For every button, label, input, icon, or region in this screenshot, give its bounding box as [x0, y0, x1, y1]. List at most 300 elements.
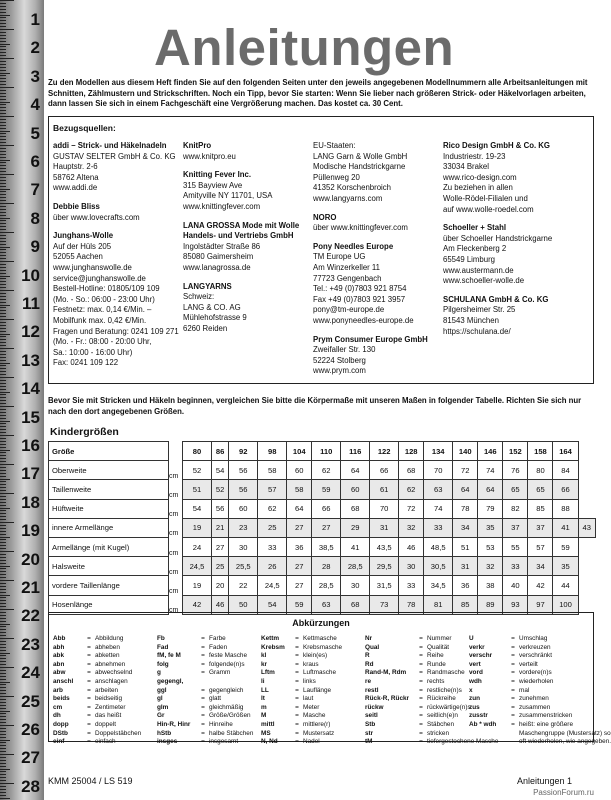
- ruler-tick: [0, 751, 6, 752]
- ruler-tick: [0, 38, 6, 39]
- abbreviation-key: Qual: [365, 643, 380, 651]
- abbreviation-meaning: das heißt: [95, 712, 122, 720]
- ruler-tick: [0, 287, 6, 288]
- ruler-tick: [0, 394, 6, 395]
- equals-sign: =: [295, 695, 299, 703]
- ruler-tick: [0, 154, 6, 155]
- table-cell: 32: [478, 557, 503, 576]
- abbreviation-key: Ab * wdh: [469, 720, 497, 728]
- ruler-tick: [0, 705, 6, 706]
- ruler-tick: [0, 177, 6, 178]
- ruler-tick: [0, 215, 6, 216]
- table-cell: 52: [183, 461, 212, 480]
- table-cell: 59: [287, 595, 312, 614]
- abbreviation-meaning: seitlich(e)n: [427, 712, 458, 720]
- source-line: Mühlehofstrasse 9: [183, 313, 247, 323]
- ruler-tick: [0, 592, 6, 593]
- ruler-number: 16: [21, 436, 40, 455]
- ruler-tick: [0, 139, 6, 140]
- ruler-tick: [0, 737, 6, 738]
- abbreviation-row: [157, 738, 253, 747]
- ruler-tick: [0, 461, 6, 462]
- abbreviation-row: [261, 652, 342, 661]
- abbreviation-meaning: Lauflänge: [303, 686, 332, 694]
- ruler-tick: [0, 392, 10, 393]
- row-label: Taillenweite: [49, 480, 169, 499]
- ruler-number: 20: [21, 549, 40, 569]
- source-line: www.junghanswolle.de: [53, 262, 132, 272]
- ruler-number: 15: [21, 407, 40, 427]
- ruler-tick: [0, 374, 6, 375]
- ruler-tick: [0, 386, 6, 387]
- ruler-tick: [0, 473, 6, 474]
- abbreviation-key: beids: [53, 695, 70, 703]
- ruler-number: 6: [30, 152, 40, 171]
- source-line: 65549 Limburg: [443, 254, 496, 264]
- ruler-tick: [0, 354, 6, 355]
- size-header: 104: [287, 442, 312, 461]
- table-cell: 31: [370, 518, 399, 537]
- equals-sign: =: [419, 712, 423, 720]
- ruler-tick: [0, 673, 6, 674]
- size-header: 110: [312, 442, 341, 461]
- source-entry: [183, 170, 311, 212]
- ruler-tick: [0, 534, 6, 535]
- ruler-tick: [0, 490, 6, 491]
- abbreviation-key: hStb: [157, 729, 172, 737]
- source-line: 6260 Reiden: [183, 323, 228, 333]
- ruler-tick: [0, 537, 10, 538]
- abbreviation-row: [261, 704, 342, 713]
- equals-sign: =: [295, 686, 299, 694]
- ruler-tick: [0, 574, 6, 575]
- source-line: Pilgersheimer Str. 25: [443, 305, 516, 315]
- source-line: GUSTAV SELTER GmbH & Co. KG: [53, 151, 176, 161]
- table-cell: 30,5: [424, 557, 453, 576]
- abbreviation-meaning: abketten: [95, 652, 120, 660]
- ruler-tick: [0, 61, 6, 62]
- abbreviation-key: MS: [261, 729, 271, 737]
- ruler-tick: [0, 319, 14, 320]
- ruler-tick: [0, 377, 14, 378]
- ruler-tick: [0, 432, 6, 433]
- table-cell: 43,5: [370, 537, 399, 556]
- ruler-tick: [0, 792, 6, 793]
- abbreviation-key: R: [365, 652, 370, 660]
- source-line: Hauptstr. 2-6: [53, 162, 98, 172]
- ruler-tick: [0, 342, 6, 343]
- ruler-tick: [0, 583, 6, 584]
- table-cell: 74: [478, 461, 503, 480]
- ruler-tick: [0, 223, 6, 224]
- abbreviation-meaning: glatt: [209, 695, 222, 703]
- ruler-tick: [0, 328, 6, 329]
- ruler-number: 25: [21, 691, 40, 711]
- ruler-tick: [0, 458, 6, 459]
- ruler-tick: [0, 519, 6, 520]
- table-cell: 42: [528, 576, 553, 595]
- ruler-tick: [0, 487, 6, 488]
- ruler-tick: [0, 325, 6, 326]
- abbreviation-key: abn: [53, 660, 65, 668]
- equals-sign: =: [295, 703, 299, 711]
- ruler-number: 5: [30, 123, 40, 143]
- table-cell: 40: [503, 576, 528, 595]
- ruler-tick: [0, 450, 10, 451]
- ruler-tick: [0, 241, 6, 242]
- table-cell: 25: [258, 518, 287, 537]
- source-line: Tel.: +49 (0)7803 921 8754: [313, 284, 407, 294]
- abbreviation-row: [53, 687, 141, 696]
- abbreviation-column: [157, 635, 253, 747]
- abbreviation-key: M: [261, 712, 267, 720]
- ruler-tick: [0, 273, 6, 274]
- ruler-tick: [0, 545, 6, 546]
- ruler-tick: [0, 754, 14, 755]
- ruler-tick: [0, 229, 6, 230]
- equals-sign: =: [87, 703, 91, 711]
- ruler-tick: [0, 708, 6, 709]
- table-cell: 28,5: [341, 557, 370, 576]
- equals-sign: =: [201, 738, 205, 746]
- size-header: 122: [370, 442, 399, 461]
- abbreviation-row: [157, 712, 253, 721]
- table-row: [49, 537, 596, 556]
- ruler-tick: [0, 212, 6, 213]
- abbreviation-row: [469, 695, 611, 704]
- table-cell: 60: [229, 499, 258, 518]
- ruler-tick: [0, 429, 6, 430]
- abbreviation-key: kr: [261, 660, 268, 668]
- source-line: über Schoeller Handstrickgarne: [443, 233, 553, 243]
- table-cell: 34: [453, 518, 478, 537]
- ruler-tick: [0, 296, 6, 297]
- ruler-tick: [0, 499, 6, 500]
- ruler-tick: [0, 745, 6, 746]
- ruler-tick: [0, 336, 6, 337]
- ruler-tick: [0, 789, 6, 790]
- row-label: Hüftweite: [49, 499, 169, 518]
- equals-sign: =: [295, 738, 299, 746]
- table-cell: 57: [258, 480, 287, 499]
- ruler-tick: [0, 316, 6, 317]
- ruler-tick: [0, 522, 14, 523]
- ruler-tick: [0, 203, 14, 204]
- abbreviation-meaning: Maschengruppe (Mustersatz) so: [519, 729, 611, 737]
- ruler-tick: [0, 412, 6, 413]
- ruler-tick: [0, 690, 6, 691]
- table-cell: 54: [258, 595, 287, 614]
- abbreviation-meaning: kraus: [303, 660, 319, 668]
- source-name: NORO: [313, 212, 337, 222]
- ruler-tick: [0, 200, 6, 201]
- abbreviation-key: kl: [261, 652, 267, 660]
- row-label: vordere Taillenlänge: [49, 576, 169, 595]
- table-cell: 38: [478, 576, 503, 595]
- table-cell: 31: [453, 557, 478, 576]
- ruler-tick: [0, 348, 14, 349]
- source-line: Mobilfunk max. 0,42 €/Min.: [53, 315, 147, 325]
- abbreviation-row: [469, 661, 611, 670]
- ruler-tick: [0, 267, 6, 268]
- abbreviation-key: Krebsm: [261, 643, 285, 651]
- table-cell: 23: [229, 518, 258, 537]
- ruler-tick: [0, 360, 6, 361]
- ruler-tick: [0, 52, 6, 53]
- abbreviation-key: Hin-R, Hinr: [157, 720, 191, 728]
- abbreviation-row: [469, 738, 611, 747]
- ruler-tick: [0, 6, 6, 7]
- ruler-tick: [0, 447, 6, 448]
- abbreviation-meaning: verschränkt: [519, 652, 553, 660]
- ruler-tick: [0, 96, 6, 97]
- row-label: Halsweite: [49, 557, 169, 576]
- table-cell: 50: [229, 595, 258, 614]
- table-cell: 27: [287, 576, 312, 595]
- table-cell: 54: [211, 461, 228, 480]
- ruler-tick: [0, 180, 6, 181]
- abbreviation-row: [261, 635, 342, 644]
- ruler-tick: [0, 626, 6, 627]
- abbreviation-row: [157, 652, 253, 661]
- ruler-tick: [0, 302, 6, 303]
- source-line: Modische Handstrickgarne: [313, 162, 406, 172]
- ruler-tick: [0, 128, 6, 129]
- ruler-tick: [0, 284, 6, 285]
- table-cell: 24,5: [183, 557, 212, 576]
- table-cell: 26: [258, 557, 287, 576]
- source-line: Zu beziehen in allen: [443, 183, 513, 193]
- source-line: Wolle-Rödel-Filialen und: [443, 193, 528, 203]
- abbreviation-meaning: rückwärtige(n)s: [427, 703, 471, 711]
- equals-sign: =: [87, 738, 91, 746]
- table-cell: 27: [287, 518, 312, 537]
- abbreviation-row: [261, 661, 342, 670]
- table-cell: 27: [211, 537, 228, 556]
- source-name: Schoeller + Stahl: [443, 223, 507, 233]
- ruler-tick: [0, 209, 6, 210]
- row-label: Hosenlänge: [49, 595, 169, 614]
- source-line: www.austermann.de: [443, 265, 514, 275]
- ruler-tick: [0, 206, 6, 207]
- ruler-tick: [0, 249, 6, 250]
- table-cell: 66: [370, 461, 399, 480]
- abbreviation-row: [157, 661, 253, 670]
- ruler-tick: [0, 641, 6, 642]
- abbreviation-key: x: [469, 686, 473, 694]
- ruler-tick: [0, 516, 6, 517]
- abbreviation-key: Nr: [365, 635, 373, 642]
- ruler-tick: [0, 276, 10, 277]
- ruler-tick: [0, 586, 6, 587]
- source-line: Am Winzerkeller 11: [313, 262, 381, 272]
- abbreviation-meaning: beidseitig: [95, 695, 123, 703]
- ruler-tick: [0, 702, 6, 703]
- abbreviation-meaning: Doppelstäbchen: [95, 729, 142, 737]
- ruler-tick: [0, 693, 6, 694]
- abbreviation-key: abw: [53, 669, 66, 677]
- source-column: [313, 141, 441, 385]
- table-cell: 58: [287, 480, 312, 499]
- row-unit: cm: [169, 518, 183, 537]
- ruler-tick: [0, 107, 6, 108]
- source-entry: [313, 141, 441, 205]
- source-line: Fragen und Beratung: 0241 109 271: [53, 326, 179, 336]
- ruler-tick: [0, 539, 6, 540]
- size-header: 92: [229, 442, 258, 461]
- ruler-number: 23: [21, 634, 40, 654]
- ruler-tick: [0, 493, 14, 494]
- ruler-tick: [0, 264, 6, 265]
- row-unit: cm: [169, 480, 183, 499]
- ruler-tick: [0, 684, 6, 685]
- source-name: KnitPro: [183, 141, 212, 150]
- source-entry: [53, 141, 181, 194]
- source-line: 33034 Brakel: [443, 162, 489, 172]
- ruler-tick: [0, 322, 6, 323]
- ruler-tick: [0, 435, 14, 436]
- row-unit: cm: [169, 461, 183, 480]
- abbreviation-key: verschr: [469, 652, 493, 660]
- abbreviation-row: [261, 695, 342, 704]
- table-cell: 25: [211, 557, 228, 576]
- table-cell: 43: [578, 518, 595, 537]
- ruler-tick: [0, 389, 6, 390]
- ruler-tick: [0, 365, 6, 366]
- ruler-tick: [0, 41, 6, 42]
- abbreviation-meaning: links: [303, 677, 316, 685]
- table-cell: 100: [553, 595, 578, 614]
- abbreviation-row: [53, 652, 141, 661]
- ruler-number: 21: [21, 578, 40, 597]
- table-cell: 62: [258, 499, 287, 518]
- abbreviation-meaning: rechts: [427, 677, 445, 685]
- table-cell: 41: [553, 518, 578, 537]
- table-cell: 55: [503, 537, 528, 556]
- ruler-tick: [0, 136, 6, 137]
- table-cell: 52: [211, 480, 228, 499]
- ruler-tick: [0, 496, 6, 497]
- size-header: 152: [503, 442, 528, 461]
- table-cell: 33: [503, 557, 528, 576]
- source-line: Zweifaller Str. 130: [313, 345, 376, 355]
- table-cell: 66: [553, 480, 578, 499]
- ruler-tick: [0, 313, 6, 314]
- source-entry: [53, 202, 181, 223]
- source-name: LANA GROSSA Mode mit Wolle Handels- und Vertriebs GmbH: [183, 220, 300, 241]
- equals-sign: =: [295, 652, 299, 660]
- ruler-tick: [0, 281, 6, 282]
- source-name: addi – Strick- und Häkelnadeln: [53, 141, 167, 150]
- source-line: auf www.wolle-roedel.com: [443, 204, 534, 214]
- ruler-tick: [0, 81, 6, 82]
- source-line: www.prym.com: [313, 366, 366, 376]
- ruler-tick: [0, 0, 14, 1]
- abbreviation-key: zun: [469, 695, 481, 703]
- table-cell: 34,5: [424, 576, 453, 595]
- equals-sign: =: [295, 729, 299, 737]
- abbreviation-meaning: tiefergestochene Masche: [427, 738, 499, 746]
- source-entry: [183, 221, 311, 274]
- abbreviation-meaning: Nummer: [427, 635, 452, 642]
- ruler-tick: [0, 481, 6, 482]
- abbreviation-row: [469, 687, 611, 696]
- ruler-tick: [0, 23, 6, 24]
- row-unit: cm: [169, 537, 183, 556]
- abbreviation-meaning: Farbe: [209, 635, 226, 642]
- table-cell: 84: [553, 461, 578, 480]
- ruler-tick: [0, 719, 6, 720]
- ruler-tick: [0, 682, 10, 683]
- table-cell: 28: [312, 557, 341, 576]
- table-cell: 80: [528, 461, 553, 480]
- abbreviation-key: verkr: [469, 643, 485, 651]
- size-header: 146: [478, 442, 503, 461]
- ruler-tick: [0, 600, 6, 601]
- table-cell: 93: [503, 595, 528, 614]
- table-cell: 22: [229, 576, 258, 595]
- abbreviation-key: g: [157, 669, 161, 677]
- abbreviation-row: [53, 712, 141, 721]
- source-line: Püllenweg 20: [313, 172, 360, 182]
- ruler-tick: [0, 235, 6, 236]
- ruler-tick: [0, 183, 6, 184]
- ruler-tick: [0, 165, 6, 166]
- table-cell: 59: [312, 480, 341, 499]
- source-line: 85080 Gaimersheim: [183, 252, 254, 262]
- equals-sign: =: [87, 643, 91, 651]
- abbreviation-row: [261, 721, 342, 730]
- source-name: Pony Needles Europe: [313, 241, 394, 251]
- abbreviation-meaning: Kettmasche: [303, 635, 337, 642]
- table-cell: 27: [287, 557, 312, 576]
- abbreviation-key: folg: [157, 660, 169, 668]
- table-cell: 56: [229, 461, 258, 480]
- equals-sign: =: [419, 660, 423, 668]
- abbreviation-meaning: mittlere(r): [303, 720, 331, 728]
- ruler-tick: [0, 783, 14, 784]
- abbreviation-key: zus: [469, 703, 480, 711]
- abbreviation-meaning: verkreuzen: [519, 643, 551, 651]
- equals-sign: =: [87, 677, 91, 685]
- ruler-tick: [0, 162, 6, 163]
- ruler-tick: [0, 647, 6, 648]
- source-line: (Mo. - Fr.: 08:00 - 20:00 Uhr,: [53, 337, 152, 347]
- source-name: SCHULANA GmbH & Co. KG: [443, 294, 549, 304]
- ruler-tick: [0, 247, 10, 248]
- abbreviation-key: insges: [157, 738, 178, 746]
- table-cell: 85: [528, 499, 553, 518]
- abbreviation-row: [53, 678, 141, 687]
- equals-sign: =: [511, 686, 515, 694]
- table-cell: 68: [341, 595, 370, 614]
- abbreviation-row: [469, 644, 611, 653]
- equals-sign: =: [295, 635, 299, 642]
- row-unit: cm: [169, 499, 183, 518]
- watermark: PassionForum.ru: [533, 788, 594, 797]
- ruler-tick: [0, 777, 6, 778]
- table-cell: 30: [341, 576, 370, 595]
- row-unit: cm: [169, 595, 183, 614]
- source-line: Amityville NY 11701, USA: [183, 191, 273, 201]
- source-name: Prym Consumer Europe GmbH: [313, 334, 428, 344]
- ruler-number: 7: [30, 180, 40, 200]
- ruler-tick: [0, 160, 10, 161]
- ruler-tick: [0, 194, 6, 195]
- equals-sign: =: [201, 703, 205, 711]
- equals-sign: =: [87, 720, 91, 728]
- size-header-label: Größe: [49, 442, 169, 461]
